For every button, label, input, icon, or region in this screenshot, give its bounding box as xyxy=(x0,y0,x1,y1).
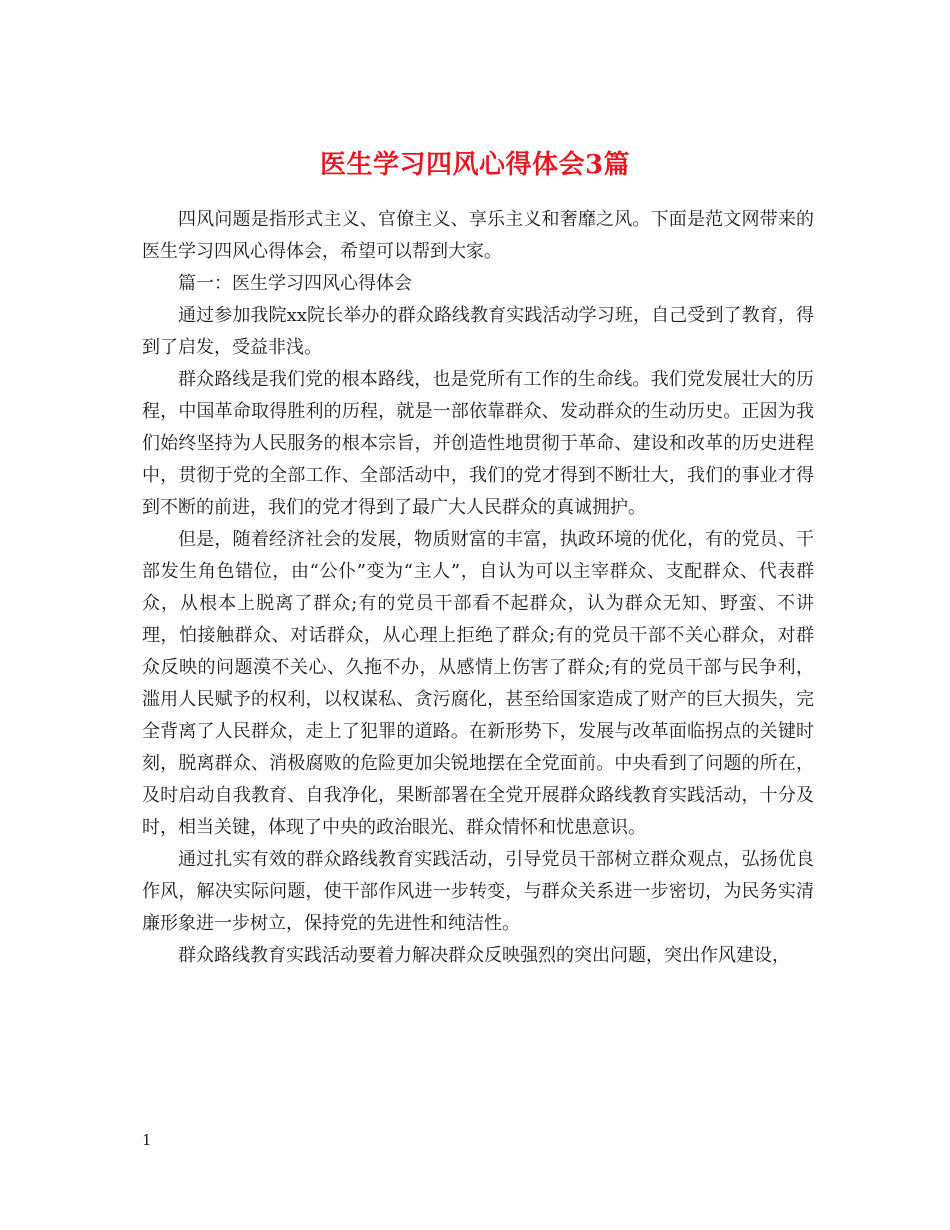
page-number: 1 xyxy=(142,1131,152,1149)
paragraph: 群众路线教育实践活动要着力解决群众反映强烈的突出问题，突出作风建设， xyxy=(178,945,790,966)
document-title: 医生学习四风心得体会3篇 xyxy=(319,150,631,181)
paragraph-intro: 四风问题是指形式主义、官僚主义、享乐主义和奢靡之风。下面是范文网带来的医生学习四风心得体会，希望可以帮到大家。 xyxy=(142,209,814,262)
paragraph: 群众路线是我们党的根本路线，也是党所有工作的生命线。我们党发展壮大的历程，中国革命取得胜利的历程，就是一部依靠群众、发动群众的生动历史。正因为我们始终坚持为人民服务的根本宗旨，并创造性地贯彻于革命、建设和改革的历史进程中，贯彻于党的全部工作、全部活动中，我们的党才得到不断壮大，我们的事业才得到不断的前进，我们的党才得到了最广大人民群众的真诚拥护。 xyxy=(142,369,814,518)
paragraph: 通过参加我院xx院长举办的群众路线教育实践活动学习班，自己受到了教育，得到了启发，受益非浅。 xyxy=(142,305,814,358)
section-heading: 篇一：医生学习四风心得体会 xyxy=(178,273,412,294)
paragraph: 但是，随着经济社会的发展，物质财富的丰富，执政环境的优化，有的党员、干部发生角色错位，由“公仆”变为“主人”，自认为可以主宰群众、支配群众、代表群众，从根本上脱离了群众;有的党员干部看不起群众，认为群众无知、野蛮、不讲理，怕接触群众、对话群众，从心理上拒绝了群众;有的党员干部不关心群众，对群众反映的问题漠不关心、久拖不办，从感情上伤害了群众;有的党员干部与民争利，滥用人民赋予的权利，以权谋私、贪污腐化，甚至给国家造成了财产的巨大损失，完全背离了人民群众，走上了犯罪的道路。在新形势下，发展与改革面临拐点的关键时刻，脱离群众、消极腐败的危险更加尖锐地摆在全党面前。中央看到了问题的所在，及时启动自我教育、自我净化，果断部署在全党开展群众路线教育实践活动，十分及时，相当关键，体现了中央的政治眼光、群众情怀和忧患意识。 xyxy=(142,529,814,838)
document-body xyxy=(142,204,814,972)
paragraph: 通过扎实有效的群众路线教育实践活动，引导党员干部树立群众观点，弘扬优良作风，解决实际问题，使干部作风进一步转变，与群众关系进一步密切，为民务实清廉形象进一步树立，保持党的先进性和纯洁性。 xyxy=(142,849,814,934)
